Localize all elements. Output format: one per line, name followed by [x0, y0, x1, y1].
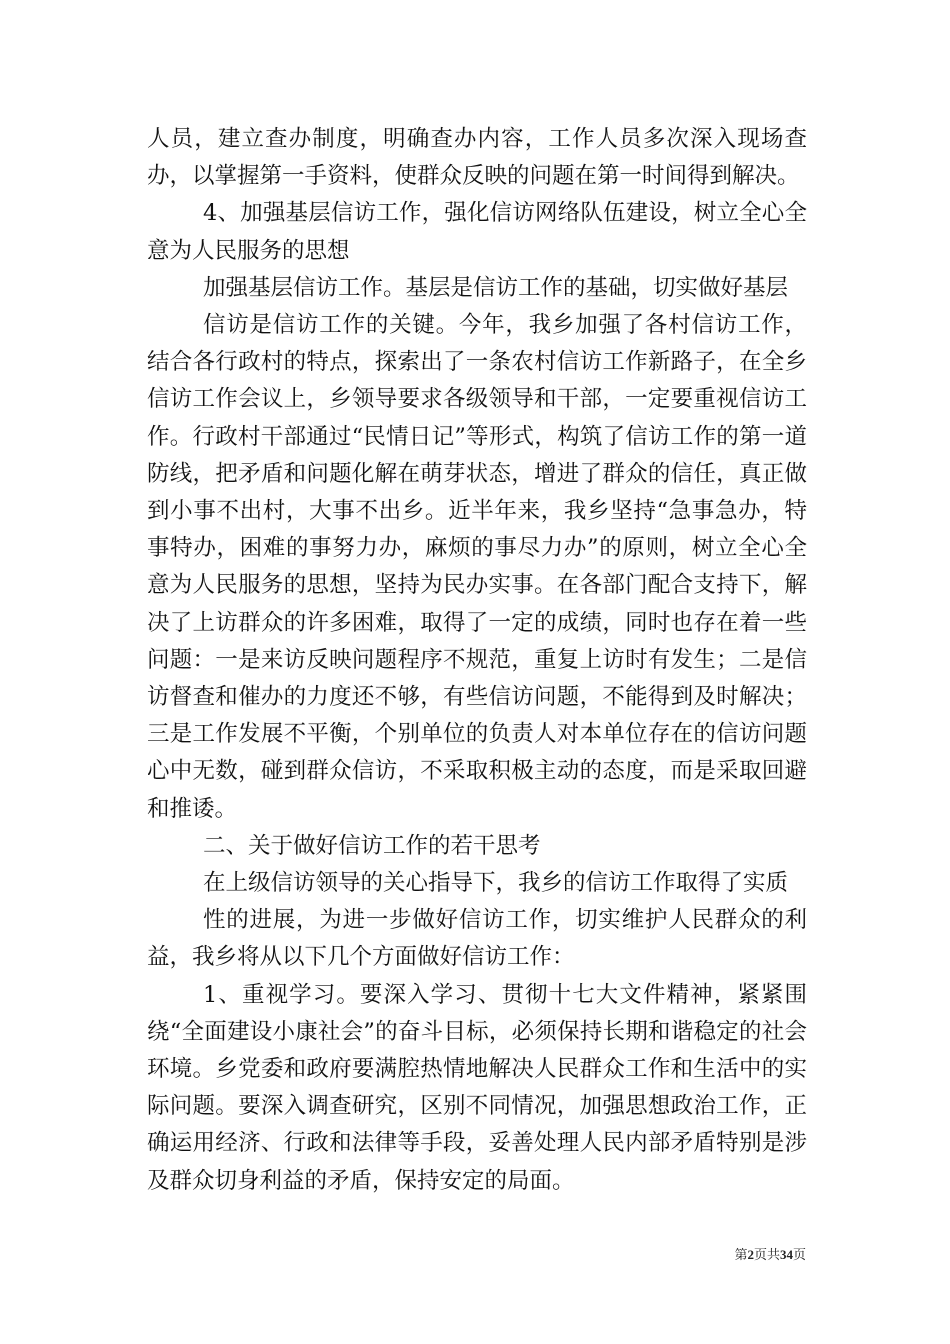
page-footer [600, 1244, 806, 1263]
paragraph-7: 性的进展，为进一步做好信访工作，切实维护人民群众的利益，我乡将从以下几个方面做好信访工作： [147, 907, 807, 971]
paragraph-3: 加强基层信访工作。基层是信访工作的基础，切实做好基层 [203, 274, 789, 301]
document-body [147, 121, 807, 1200]
paragraph-4: 信访是信访工作的关键。今年，我乡加强了各村信访工作，结合各行政村的特点，探索出了一条农村信访工作新路子，在全乡信访工作会议上，乡领导要求各级领导和干部，一定要重视信访工作。行政村干部通过“民情日记”等形式，构筑了信访工作的第一道防线，把矛盾和问题化解在萌芽状态，增进了群众的信任，真正做到小事不出村，大事不出乡。近半年来，我乡坚持“急事急办，特事特办，困难的事努力办，麻烦的事尽力办”的原则，树立全心全意为人民服务的思想，坚持为民办实事。在各部门配合支持下，解决了上访群众的许多困难，取得了一定的成绩，同时也存在着一些问题：一是来访反映问题程序不规范，重复上访时有发生；二是信访督查和催办的力度还不够，有些信访问题，不能得到及时解决；三是工作发展不平衡，个别单位的负责人对本单位存在的信访问题心中无数，碰到群众信访，不采取积极主动的态度，而是采取回避和推诿。 [147, 312, 807, 822]
paragraph-1: 人员，建立查办制度，明确查办内容，工作人员多次深入现场查办，以掌握第一手资料，使群众反映的问题在第一时间得到解决。 [147, 126, 807, 190]
footer-prefix: 第 [734, 1248, 748, 1263]
section-heading: 二、关于做好信访工作的若干思考 [203, 832, 541, 859]
paragraph-8: 1、重视学习。要深入学习、贯彻十七大文件精神，紧紧围绕“全面建设小康社会”的奋斗目标，必须保持长期和谐稳定的社会环境。乡党委和政府要满腔热情地解决人民群众工作和生活中的实际问题。要深入调查研究，区别不同情况，加强思想政治工作，正确运用经济、行政和法律等手段，妥善处理人民内部矛盾特别是涉及群众切身利益的矛盾，保持安定的局面。 [147, 981, 807, 1194]
footer-page-number: 2 [747, 1247, 754, 1262]
footer-suffix: 页 [792, 1248, 806, 1263]
footer-middle: 页共 [753, 1248, 780, 1263]
paragraph-6: 在上级信访领导的关心指导下，我乡的信访工作取得了实质 [203, 870, 789, 897]
paragraph-2: 4、加强基层信访工作，强化信访网络队伍建设，树立全心全意为人民服务的思想 [147, 200, 807, 264]
footer-total-pages: 34 [779, 1247, 793, 1262]
